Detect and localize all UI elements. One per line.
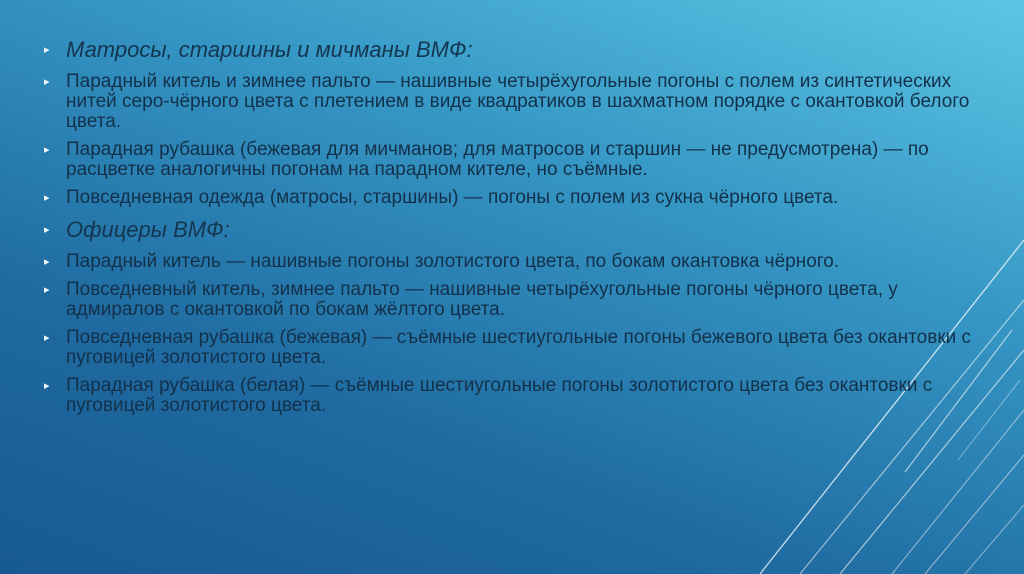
bullet-icon: ▸ xyxy=(44,256,50,268)
bullet-icon: ▸ xyxy=(44,284,50,296)
list-item xyxy=(44,252,974,272)
slide-content xyxy=(44,38,974,416)
section-heading-sailors xyxy=(44,38,974,62)
deco-line xyxy=(892,410,1024,574)
item-text: Парадный китель и зимнее пальто — нашивные четырёхугольные погоны с полем из синтетических нитей серо-чёрного цвета с плетением в виде квадратиков в шахматном порядке с окантовкой белого цвета. xyxy=(66,71,970,132)
heading-text: Матросы, старшины и мичманы ВМФ: xyxy=(66,37,473,62)
list-item xyxy=(44,72,974,132)
item-text: Повседневная рубашка (бежевая) — съёмные шестиугольные погоны бежевого цвета без окантовки с пуговицей золотистого цвета. xyxy=(66,327,972,368)
bullet-icon: ▸ xyxy=(44,192,50,204)
bullet-icon: ▸ xyxy=(44,380,50,392)
item-text: Повседневная одежда (матросы, старшины) — погоны с полем из сукна чёрного цвета. xyxy=(66,187,839,208)
list-item xyxy=(44,376,974,416)
bullet-icon: ▸ xyxy=(44,332,50,344)
list-item xyxy=(44,140,974,180)
list-item xyxy=(44,280,974,320)
list-item xyxy=(44,188,974,208)
bullet-icon: ▸ xyxy=(44,224,50,236)
section-heading-officers xyxy=(44,218,974,242)
item-text: Парадный китель — нашивные погоны золотистого цвета, по бокам окантовка чёрного. xyxy=(66,251,840,272)
bullet-icon: ▸ xyxy=(44,44,50,56)
heading-text: Офицеры ВМФ: xyxy=(66,217,230,242)
bullet-icon: ▸ xyxy=(44,144,50,156)
list-item xyxy=(44,328,974,368)
bullet-icon: ▸ xyxy=(44,76,50,88)
item-text: Парадная рубашка (бежевая для мичманов; для матросов и старшин — не предусмотрена) — по расцветке аналогичны погонам на парадном кителе, но съёмные. xyxy=(66,139,929,180)
item-text: Парадная рубашка (белая) — съёмные шестиугольные погоны золотистого цвета без окантовки с пуговицей золотистого цвета. xyxy=(66,375,933,416)
item-text: Повседневный китель, зимнее пальто — нашивные четырёхугольные погоны чёрного цвета, у адмиралов с окантовкой по бокам жёлтого цвета. xyxy=(66,279,898,320)
